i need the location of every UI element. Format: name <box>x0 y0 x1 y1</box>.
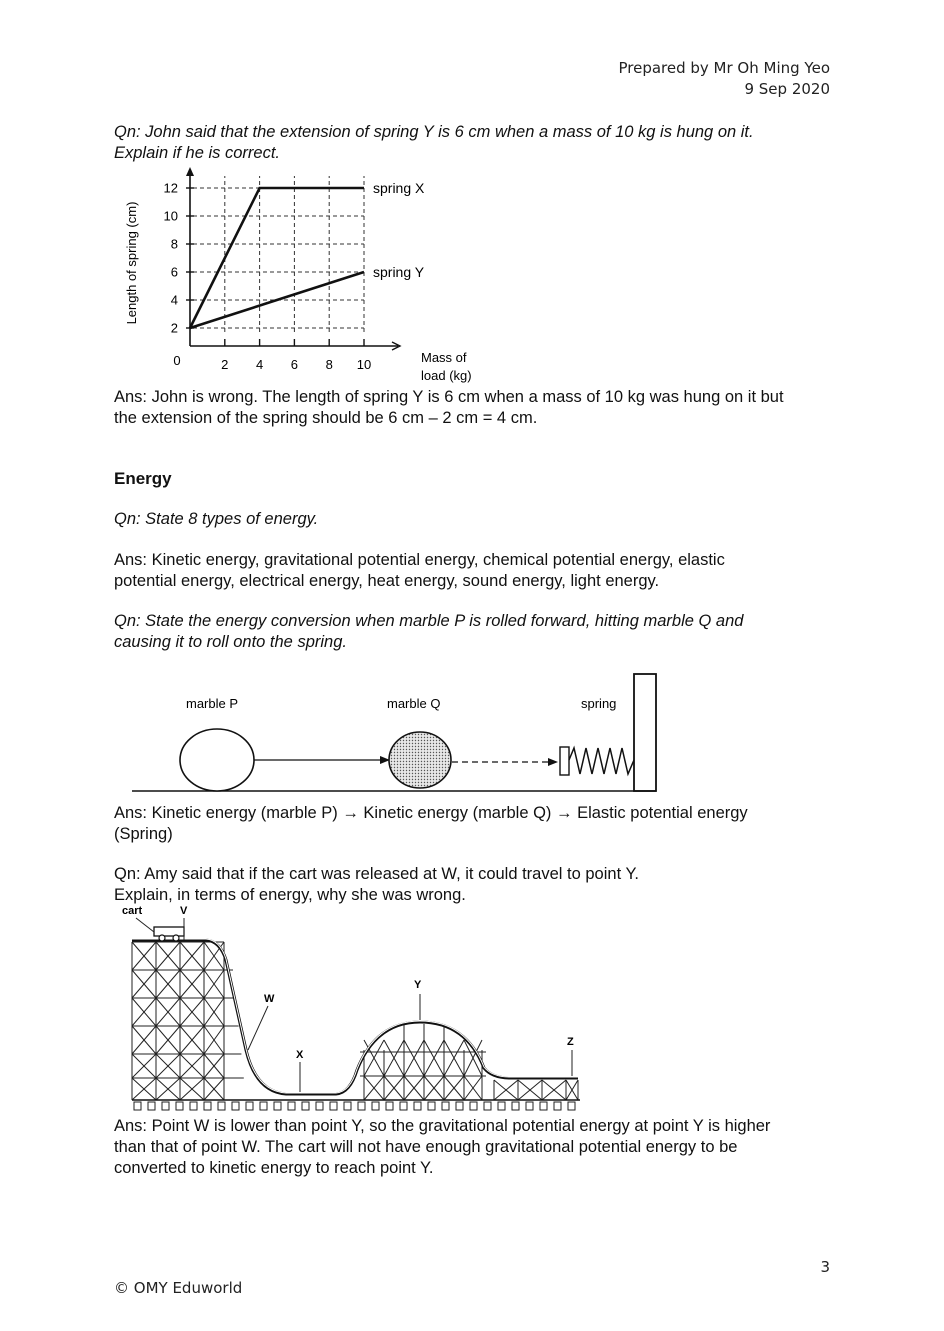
footing <box>134 1102 141 1110</box>
point-x-label: X <box>296 1049 304 1061</box>
footing <box>414 1102 421 1110</box>
wall <box>634 674 656 791</box>
spring-plate <box>560 747 569 775</box>
copyright: © OMY Eduworld <box>114 1279 243 1297</box>
question-3 <box>114 611 834 653</box>
header-date: 9 Sep 2020 <box>744 80 830 98</box>
chart-grid <box>186 176 364 332</box>
cart-wheel <box>173 935 179 941</box>
y-tick-label: 12 <box>163 180 178 196</box>
point-w-label: W <box>264 993 275 1005</box>
spring-label: spring <box>581 696 617 711</box>
footing <box>148 1102 155 1110</box>
footing <box>344 1102 351 1110</box>
coaster-cart-and-pointers <box>136 918 572 1092</box>
chart-axes <box>186 167 400 350</box>
footing <box>246 1102 253 1110</box>
question-1-line-1: Qn: John said that the extension of spring Y is 6 cm when a mass of 10 kg is hung on it. <box>114 123 754 141</box>
y-tick-label: 8 <box>170 236 178 252</box>
answer-3 <box>114 803 834 845</box>
footing <box>428 1102 435 1110</box>
answer-3-line-1: Ans: Kinetic energy (marble P) → Kinetic energy (marble Q) → Elastic potential energy <box>114 804 748 822</box>
y-axis-arrow <box>186 167 194 176</box>
question-3-line-2: causing it to roll onto the spring. <box>114 633 347 651</box>
x-axis-label-line-1: Mass of <box>421 350 467 365</box>
footing <box>330 1102 337 1110</box>
x-tick-label: 10 <box>356 357 372 372</box>
footing <box>484 1102 491 1110</box>
origin-label: 0 <box>173 353 181 368</box>
cart-body <box>154 927 184 936</box>
y-tick-label: 4 <box>170 292 178 308</box>
answer-1-line-2: the extension of the spring should be 6 cm – 2 cm = 4 cm. <box>114 409 538 427</box>
marble-q-label: marble Q <box>387 696 441 711</box>
answer-3-line-2: (Spring) <box>114 825 173 843</box>
x-axis-label-line-2: load (kg) <box>421 368 472 383</box>
x-tick-label: 6 <box>290 357 299 372</box>
header-author: Prepared by Mr Oh Ming Yeo <box>618 59 830 77</box>
answer-4-line-2: than that of point W. The cart will not have enough gravitational potential energy to be <box>114 1138 738 1156</box>
marble-p-label: marble P <box>186 696 239 711</box>
section-heading-energy: Energy <box>114 469 172 488</box>
page-number: 3 <box>820 1258 830 1276</box>
footing <box>526 1102 533 1110</box>
y-tick-label: 2 <box>170 320 178 336</box>
question-4-line-2: Explain, in terms of energy, why she was wrong. <box>114 886 466 904</box>
footing <box>204 1102 211 1110</box>
footing <box>470 1102 477 1110</box>
question-4-line-1: Qn: Amy said that if the cart was released at W, it could travel to point Y. <box>114 865 639 883</box>
cart-pointer <box>136 918 154 932</box>
cart-label: cart <box>122 905 143 917</box>
footing <box>568 1102 575 1110</box>
marble-q <box>389 732 451 788</box>
question-3-line-1: Qn: State the energy conversion when marble P is rolled forward, hitting marble Q and <box>114 612 744 630</box>
point-y-label: Y <box>414 979 422 991</box>
coaster-track <box>132 939 580 1100</box>
footing <box>316 1102 323 1110</box>
footing <box>442 1102 449 1110</box>
track-line <box>132 940 578 1094</box>
y-tick-label: 6 <box>170 264 178 280</box>
chart-series <box>190 188 364 328</box>
footing <box>498 1102 505 1110</box>
footing <box>232 1102 239 1110</box>
footing <box>176 1102 183 1110</box>
footing <box>302 1102 309 1110</box>
footing <box>358 1102 365 1110</box>
footing <box>372 1102 379 1110</box>
header <box>618 58 830 100</box>
footing <box>512 1102 519 1110</box>
point-v-label: V <box>180 905 188 917</box>
x-tick-label: 2 <box>221 357 229 372</box>
footing <box>456 1102 463 1110</box>
series-line-spring-x <box>190 188 364 328</box>
footing <box>288 1102 295 1110</box>
point-w-pointer <box>248 1006 268 1050</box>
cart-wheel <box>159 935 165 941</box>
marble-spring-diagram <box>114 670 674 800</box>
roller-coaster-diagram <box>114 900 594 1116</box>
answer-2 <box>114 550 834 592</box>
marble-p <box>180 729 254 791</box>
footing <box>386 1102 393 1110</box>
series-label: spring Y <box>373 264 425 280</box>
footing <box>190 1102 197 1110</box>
answer-1 <box>114 387 854 429</box>
track-highlight <box>132 939 578 1093</box>
answer-1-line-1: Ans: John is wrong. The length of spring Y is 6 cm when a mass of 10 kg was hung on it but <box>114 388 784 406</box>
answer-4 <box>114 1116 834 1179</box>
answer-4-line-3: converted to kinetic energy to reach point Y. <box>114 1159 434 1177</box>
answer-2-line-1: Ans: Kinetic energy, gravitational potential energy, chemical potential energy, elastic <box>114 551 725 569</box>
point-z-label: Z <box>567 1036 574 1048</box>
y-tick-label: 10 <box>163 208 178 224</box>
answer-4-line-1: Ans: Point W is lower than point Y, so the gravitational potential energy at point Y is higher <box>114 1117 771 1135</box>
spring-length-chart <box>114 164 514 386</box>
footing <box>260 1102 267 1110</box>
spring-coil <box>569 748 634 774</box>
y-axis-label: Length of spring (cm) <box>124 201 139 325</box>
question-2: Qn: State 8 types of energy. <box>114 510 319 528</box>
coaster-support-structure <box>132 942 578 1110</box>
series-label: spring X <box>373 180 425 196</box>
question-1-line-2: Explain if he is correct. <box>114 144 280 162</box>
footing <box>218 1102 225 1110</box>
answer-2-line-2: potential energy, electrical energy, heat energy, sound energy, light energy. <box>114 572 660 590</box>
x-tick-label: 8 <box>325 357 333 372</box>
footing <box>162 1102 169 1110</box>
footing <box>554 1102 561 1110</box>
chart-labels <box>124 180 472 383</box>
footing <box>274 1102 281 1110</box>
footing <box>540 1102 547 1110</box>
footing <box>400 1102 407 1110</box>
question-1 <box>114 122 834 164</box>
x-tick-label: 4 <box>255 357 264 372</box>
